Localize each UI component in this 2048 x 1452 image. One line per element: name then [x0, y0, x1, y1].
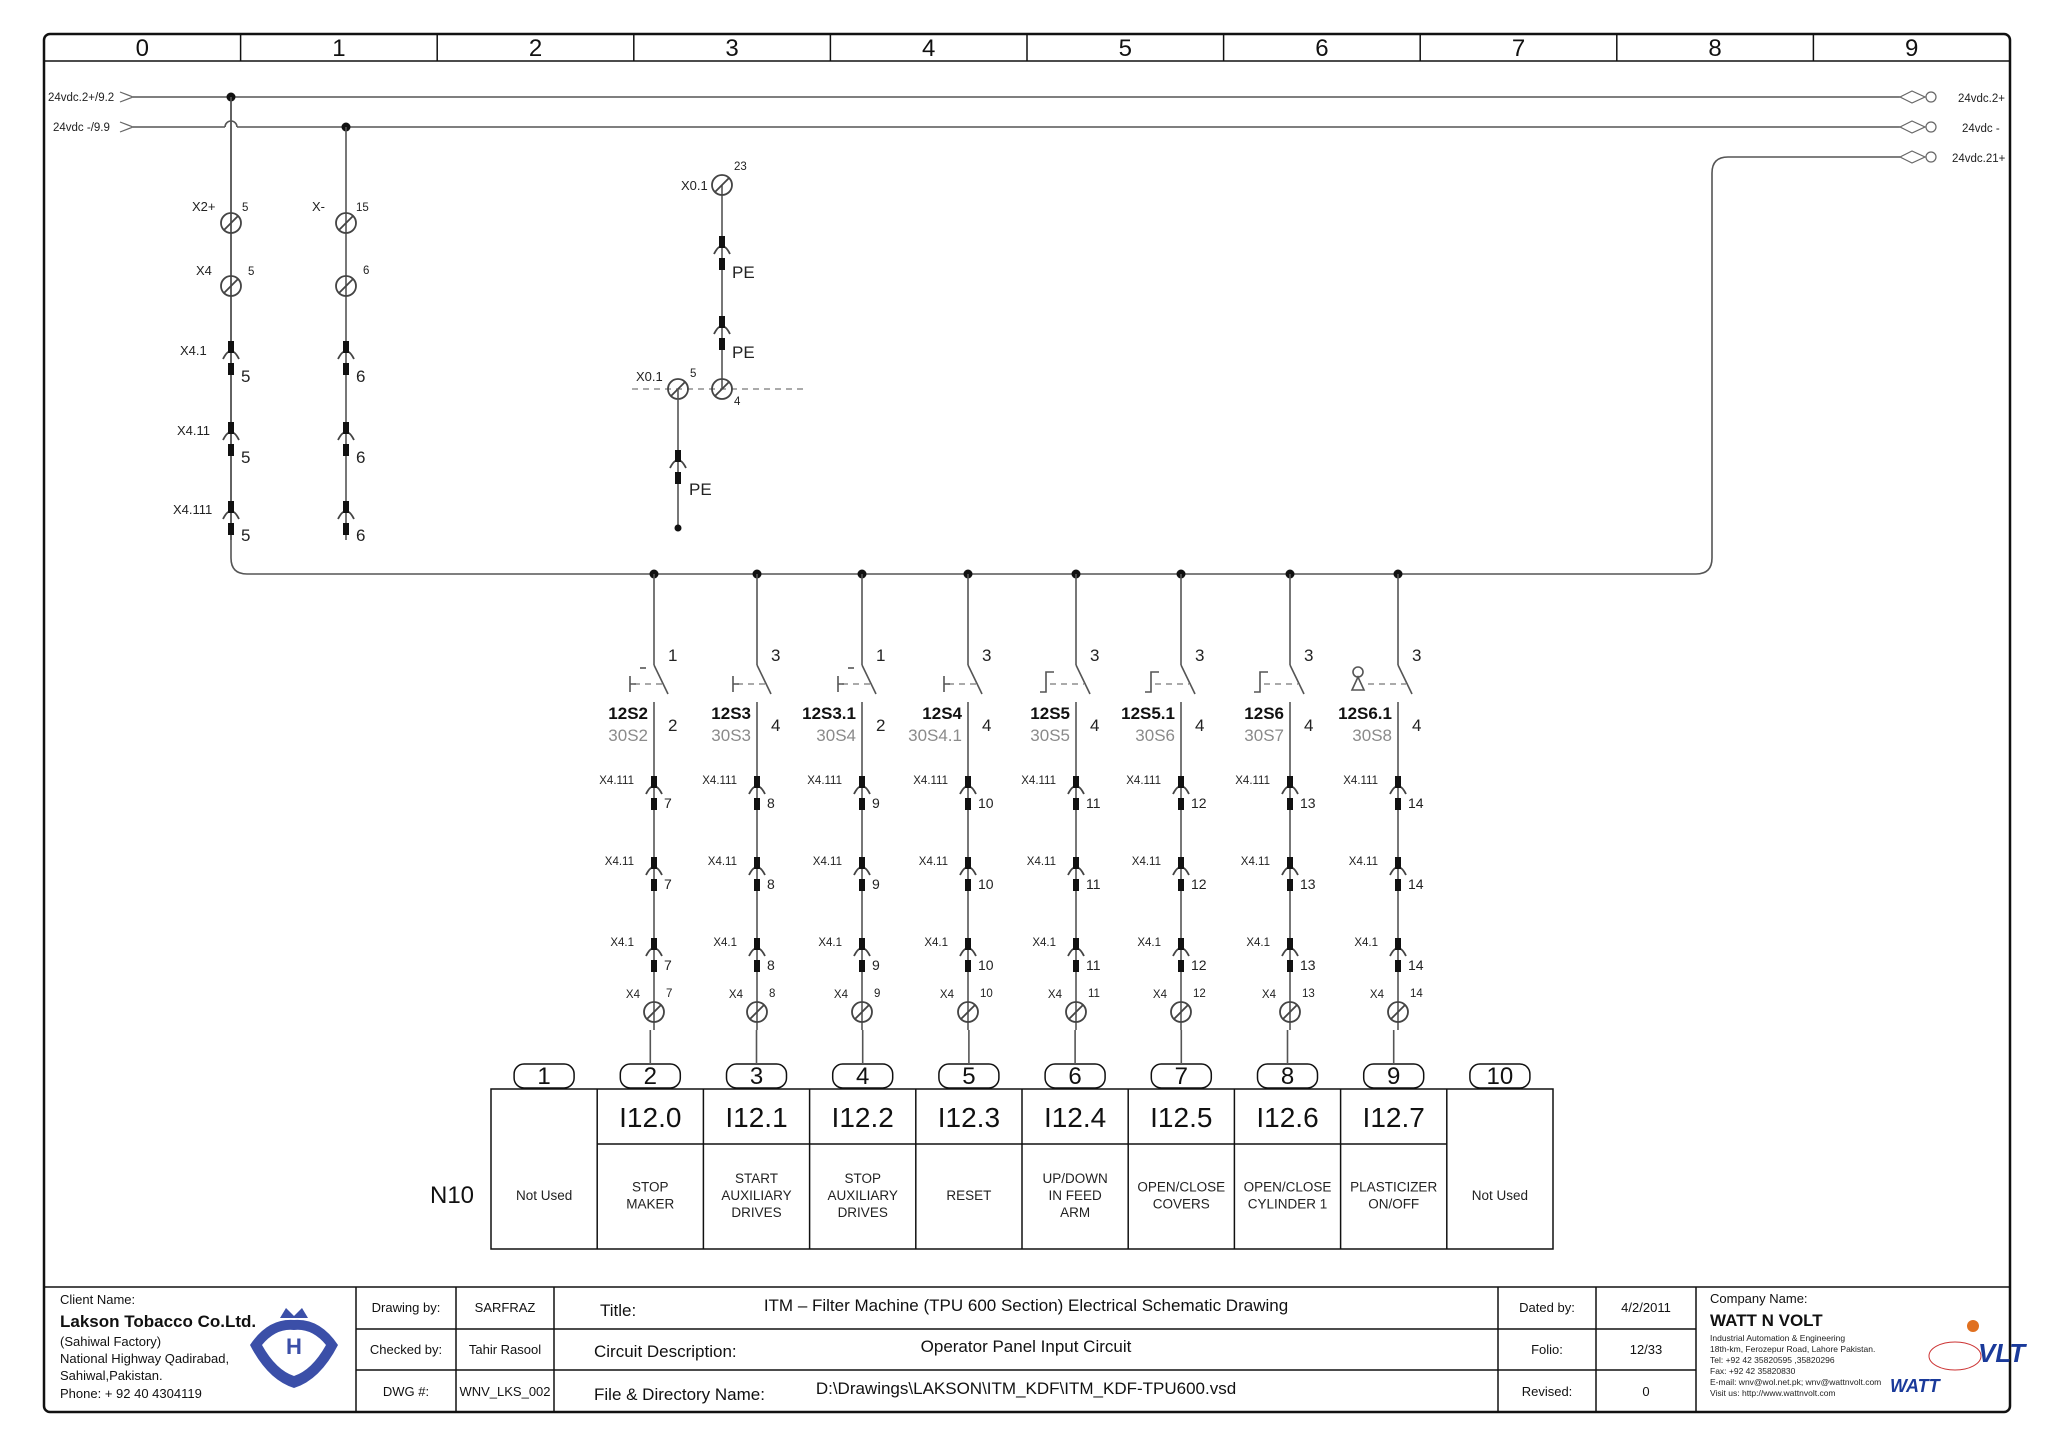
branch-12S6 [1235, 570, 1316, 1031]
svg-text:8: 8 [767, 957, 775, 973]
svg-text:14: 14 [1410, 988, 1423, 1000]
grid-column-4: 4 [922, 35, 936, 62]
io-module-name: N10 [430, 1182, 475, 1209]
contact-top-1: 3 [771, 646, 781, 665]
contact-bot-4: 4 [1090, 716, 1100, 735]
branch-12S6.1 [1338, 570, 1424, 1031]
svg-text:X4: X4 [625, 989, 640, 1001]
svg-text:I12.2: I12.2 [831, 1102, 894, 1133]
plug-label-x41-plus: X4.1 [180, 343, 207, 358]
contact-bot-1: 4 [771, 716, 781, 735]
svg-text:X4.1: X4.1 [818, 937, 842, 949]
svg-text:X4.11: X4.11 [604, 856, 634, 868]
device-tag-6: 12S6 [1244, 704, 1284, 723]
svg-text:OPEN/CLOSE: OPEN/CLOSE [1243, 1179, 1332, 1195]
svg-text:11: 11 [1086, 795, 1101, 811]
svg-text:X4.1: X4.1 [610, 937, 634, 949]
checked-by-value: Tahir Rasool [468, 1342, 542, 1357]
contact-top-5: 3 [1195, 646, 1205, 665]
svg-text:X4: X4 [1369, 989, 1384, 1001]
client-address-3: Sahiwal,Pakistan. [60, 1368, 163, 1383]
device-ref-2: 30S4 [816, 726, 856, 745]
contact-top-0: 1 [668, 646, 678, 665]
svg-text:DRIVES: DRIVES [731, 1205, 782, 1220]
plug-num-x41-minus: 6 [356, 367, 366, 386]
folio-label: Folio: [1531, 1342, 1563, 1357]
svg-text:X4.1: X4.1 [1032, 937, 1056, 949]
company-line-4: Fax: +92 42 35820830 [1710, 1366, 1796, 1376]
svg-text:UP/DOWN: UP/DOWN [1042, 1171, 1108, 1186]
svg-text:8: 8 [767, 876, 775, 892]
svg-text:13: 13 [1302, 988, 1315, 1000]
svg-text:MAKER: MAKER [626, 1196, 675, 1212]
company-line-2: 18th-km, Ferozepur Road, Lahore Pakistan. [1710, 1344, 1876, 1354]
device-tag-4: 12S5 [1030, 704, 1070, 723]
svg-text:8: 8 [1280, 1063, 1295, 1090]
rail-label-21-right: 24vdc.21+ [1952, 153, 2006, 165]
device-tag-2: 12S3.1 [802, 704, 856, 723]
svg-text:X4.111: X4.111 [1126, 775, 1161, 787]
drawing-by-label: Drawing by: [371, 1300, 441, 1315]
svg-text:7: 7 [666, 988, 673, 1000]
device-tag-0: 12S2 [608, 704, 648, 723]
power-rails [48, 91, 2006, 574]
device-ref-0: 30S2 [608, 726, 648, 745]
svg-text:I12.1: I12.1 [725, 1102, 788, 1133]
svg-text:I12.7: I12.7 [1362, 1102, 1425, 1133]
company-name: WATT N VOLT [1710, 1311, 1823, 1330]
plug-num-x4111-minus: 6 [356, 526, 366, 545]
svg-text:OPEN/CLOSE: OPEN/CLOSE [1137, 1179, 1226, 1195]
contact-bot-0: 2 [668, 716, 678, 735]
plug-label-x411-plus: X4.11 [177, 423, 211, 438]
svg-text:I12.0: I12.0 [619, 1102, 682, 1133]
svg-text:11: 11 [1086, 957, 1101, 973]
svg-text:X4.111: X4.111 [702, 775, 737, 787]
svg-text:5: 5 [962, 1063, 976, 1090]
terminal-label-xminus: X- [312, 199, 325, 214]
plug-num-x41-plus: 5 [241, 367, 251, 386]
io-channel-8 [1234, 1030, 1331, 1249]
svg-text:12: 12 [1191, 957, 1207, 973]
grid-column-0: 0 [135, 35, 149, 62]
terminal-label-x4-plus: X4 [196, 263, 212, 278]
svg-text:9: 9 [872, 876, 880, 892]
io-channel-3 [703, 1030, 791, 1249]
svg-text:10: 10 [978, 876, 994, 892]
svg-text:9: 9 [872, 957, 880, 973]
branch-12S3 [702, 570, 780, 1031]
pe-label-2: PE [732, 343, 755, 362]
io-channel-6 [1022, 1030, 1108, 1249]
svg-text:10: 10 [1486, 1063, 1514, 1090]
plug-num-x4111-plus: 5 [241, 526, 251, 545]
company-line-6: Visit us: http://www.wattnvolt.com [1710, 1388, 1836, 1398]
io-channel-9 [1341, 1030, 1438, 1249]
svg-text:X4: X4 [1047, 989, 1062, 1001]
svg-text:1: 1 [537, 1063, 551, 1090]
grid-column-9: 9 [1905, 35, 1919, 62]
grid-column-7: 7 [1511, 35, 1526, 62]
svg-text:I12.4: I12.4 [1043, 1102, 1107, 1133]
svg-text:7: 7 [664, 957, 672, 973]
svg-text:2: 2 [643, 1063, 657, 1090]
dwg-label: DWG #: [382, 1384, 430, 1399]
svg-text:9: 9 [874, 988, 881, 1000]
drawing-by-value: SARFRAZ [474, 1300, 536, 1315]
grid-column-6: 6 [1315, 35, 1329, 62]
company-line-1: Industrial Automation & Engineering [1710, 1333, 1846, 1343]
pe-terminal-label-top: X0.1 [681, 178, 708, 193]
contact-top-3: 3 [982, 646, 992, 665]
plug-num-x411-plus: 5 [241, 448, 251, 467]
svg-text:CYLINDER 1: CYLINDER 1 [1247, 1196, 1328, 1212]
device-tag-1: 12S3 [711, 704, 751, 723]
checked-by-label: Checked by: [369, 1342, 443, 1357]
supply-terminal-group [173, 97, 369, 545]
terminal-num-x4-minus: 6 [363, 265, 370, 277]
svg-text:X4: X4 [939, 989, 954, 1001]
device-tag-7: 12S6.1 [1338, 704, 1392, 723]
contact-top-6: 3 [1304, 646, 1314, 665]
svg-text:11: 11 [1088, 988, 1100, 1000]
device-ref-7: 30S8 [1352, 726, 1392, 745]
svg-text:X4: X4 [1152, 989, 1167, 1001]
company-logo-vlt: VLT [1978, 1338, 2026, 1368]
company-line-3: Tel: +92 42 35820595 ,35820296 [1710, 1355, 1835, 1365]
svg-text:X4.1: X4.1 [713, 937, 737, 949]
client-logo [250, 1308, 338, 1388]
client-name: Lakson Tobacco Co.Ltd. [60, 1312, 257, 1331]
svg-text:X4.11: X4.11 [1348, 856, 1378, 868]
svg-text:12: 12 [1191, 876, 1207, 892]
branch-12S5.1 [1121, 570, 1207, 1031]
drawing-frame [44, 34, 2010, 1412]
svg-text:STOP: STOP [632, 1179, 669, 1195]
svg-text:4: 4 [856, 1063, 870, 1090]
rail-label-minus-right: 24vdc - [1962, 123, 2000, 135]
svg-text:X4.11: X4.11 [707, 856, 737, 868]
svg-text:X4.1: X4.1 [1354, 937, 1378, 949]
contact-bot-3: 4 [982, 716, 992, 735]
svg-text:13: 13 [1300, 876, 1316, 892]
svg-text:DRIVES: DRIVES [837, 1205, 888, 1220]
pe-terminal-num-4: 4 [734, 396, 741, 408]
pe-terminal-num-top: 23 [734, 161, 747, 173]
svg-text:X4.111: X4.111 [599, 775, 634, 787]
svg-text:8: 8 [767, 795, 775, 811]
grid-column-8: 8 [1708, 35, 1722, 62]
svg-text:Not Used: Not Used [515, 1188, 573, 1203]
svg-text:X4.111: X4.111 [1235, 775, 1270, 787]
plug-num-x411-minus: 6 [356, 448, 366, 467]
svg-text:10: 10 [978, 957, 994, 973]
device-tag-5: 12S5.1 [1121, 704, 1175, 723]
circuit-label: Circuit Description: [594, 1342, 737, 1361]
svg-text:3: 3 [749, 1063, 764, 1090]
device-ref-5: 30S6 [1135, 726, 1175, 745]
svg-text:START: START [734, 1171, 779, 1186]
svg-text:6: 6 [1068, 1063, 1082, 1090]
svg-text:X4.111: X4.111 [807, 775, 842, 787]
pe-terminal-label-mid: X0.1 [636, 369, 663, 384]
svg-text:8: 8 [769, 988, 776, 1000]
svg-text:X4.11: X4.11 [1026, 856, 1056, 868]
grid-column-1: 1 [332, 35, 346, 62]
company-logo [1890, 1320, 2027, 1396]
svg-text:X4: X4 [1261, 989, 1276, 1001]
svg-text:13: 13 [1300, 795, 1316, 811]
revised-value: 0 [1642, 1384, 1650, 1399]
branch-12S4 [908, 570, 994, 1031]
plug-label-x4111-plus: X4.111 [173, 502, 213, 517]
svg-text:X4.1: X4.1 [924, 937, 948, 949]
branch-12S2 [599, 570, 677, 1031]
device-tag-3: 12S4 [922, 704, 962, 723]
device-ref-3: 30S4.1 [908, 726, 962, 745]
svg-text:14: 14 [1408, 876, 1424, 892]
io-channel-7 [1128, 1030, 1225, 1249]
svg-text:X4.1: X4.1 [1246, 937, 1270, 949]
contact-top-2: 1 [876, 646, 886, 665]
input-branches [599, 570, 1424, 1031]
svg-text:AUXILIARY: AUXILIARY [827, 1188, 898, 1203]
file-path: D:\Drawings\LAKSON\ITM_KDF\ITM_KDF-TPU600.vsd [815, 1379, 1237, 1398]
pe-ground-group [632, 161, 808, 532]
pe-terminal-num-mid: 5 [690, 368, 697, 380]
contact-bot-6: 4 [1304, 716, 1314, 735]
svg-text:X4.11: X4.11 [1131, 856, 1161, 868]
svg-text:X4.11: X4.11 [812, 856, 842, 868]
dwg-value: WNV_LKS_002 [459, 1384, 551, 1399]
svg-text:X4: X4 [728, 989, 743, 1001]
svg-text:14: 14 [1408, 795, 1424, 811]
io-module-n10 [430, 1030, 1553, 1249]
svg-text:12: 12 [1191, 795, 1207, 811]
rail-label-plus-left: 24vdc.2+/9.2 [48, 92, 115, 104]
client-address-1: (Sahiwal Factory) [60, 1334, 162, 1349]
grid-column-3: 3 [725, 35, 739, 62]
io-channel-2 [597, 1030, 681, 1249]
rail-label-plus-right: 24vdc.2+ [1958, 93, 2005, 105]
client-label: Client Name: [60, 1292, 136, 1307]
drawing-title: ITM – Filter Machine (TPU 600 Section) Electrical Schematic Drawing [763, 1296, 1289, 1315]
svg-text:ARM: ARM [1060, 1205, 1091, 1220]
company-label: Company Name: [1710, 1291, 1808, 1306]
svg-text:ON/OFF: ON/OFF [1368, 1196, 1420, 1212]
grid-column-2: 2 [528, 35, 543, 62]
rail-label-minus-left: 24vdc -/9.9 [53, 122, 110, 134]
terminal-num-xminus: 15 [356, 202, 369, 214]
contact-top-4: 3 [1090, 646, 1100, 665]
contact-bot-7: 4 [1412, 716, 1422, 735]
svg-text:PLASTICIZER: PLASTICIZER [1350, 1179, 1438, 1195]
svg-text:Not Used: Not Used [1471, 1188, 1529, 1203]
dated-value: 4/2/2011 [1621, 1300, 1671, 1315]
contact-bot-5: 4 [1195, 716, 1205, 735]
pe-label-3: PE [689, 480, 712, 499]
svg-text:X4: X4 [833, 989, 848, 1001]
file-label: File & Directory Name: [594, 1385, 765, 1404]
device-ref-6: 30S7 [1244, 726, 1284, 745]
svg-text:10: 10 [980, 988, 993, 1000]
svg-text:14: 14 [1408, 957, 1424, 973]
svg-text:12: 12 [1193, 988, 1206, 1000]
svg-text:7: 7 [664, 876, 672, 892]
device-ref-1: 30S3 [711, 726, 751, 745]
svg-text:X4.11: X4.11 [1240, 856, 1270, 868]
svg-text:RESET: RESET [946, 1188, 992, 1203]
svg-text:7: 7 [1174, 1063, 1188, 1090]
branch-12S5 [1021, 570, 1100, 1031]
svg-text:COVERS: COVERS [1152, 1196, 1210, 1212]
contact-top-7: 3 [1412, 646, 1422, 665]
svg-text:AUXILIARY: AUXILIARY [721, 1188, 792, 1203]
svg-text:9: 9 [1387, 1063, 1401, 1090]
title-block [44, 1287, 2027, 1412]
dated-label: Dated by: [1519, 1300, 1575, 1315]
terminal-num-x2plus: 5 [242, 202, 249, 214]
grid-column-header [136, 34, 1919, 62]
io-channel-10 [1447, 1063, 1530, 1249]
circuit-description: Operator Panel Input Circuit [920, 1337, 1132, 1356]
company-line-5: E-mail: wnv@wol.net.pk; wnv@wattnvolt.com [1710, 1377, 1882, 1387]
svg-text:X4.11: X4.11 [918, 856, 948, 868]
terminal-num-x4-plus: 5 [248, 266, 255, 278]
client-address-2: National Highway Qadirabad, [60, 1351, 230, 1366]
svg-text:X4.111: X4.111 [913, 775, 948, 787]
svg-text:7: 7 [664, 795, 672, 811]
svg-text:10: 10 [978, 795, 994, 811]
grid-column-5: 5 [1118, 35, 1132, 62]
io-channel-4 [810, 1030, 898, 1249]
folio-value: 12/33 [1629, 1342, 1663, 1357]
company-logo-watt: WATT [1890, 1376, 1940, 1396]
svg-text:X4.111: X4.111 [1021, 775, 1056, 787]
contact-bot-2: 2 [876, 716, 886, 735]
svg-text:STOP: STOP [844, 1171, 881, 1186]
svg-text:13: 13 [1300, 957, 1316, 973]
svg-text:11: 11 [1086, 876, 1101, 892]
title-label: Title: [600, 1301, 637, 1320]
terminal-label-x2plus: X2+ [192, 199, 216, 214]
branch-12S3.1 [802, 570, 885, 1031]
pe-label-1: PE [732, 263, 755, 282]
svg-text:I12.5: I12.5 [1150, 1102, 1213, 1133]
svg-text:I12.6: I12.6 [1256, 1102, 1319, 1133]
svg-text:9: 9 [872, 795, 880, 811]
revised-label: Revised: [1521, 1384, 1573, 1399]
client-phone: Phone: + 92 40 4304119 [60, 1386, 202, 1401]
svg-text:I12.3: I12.3 [937, 1102, 1001, 1133]
svg-text:X4.111: X4.111 [1343, 775, 1378, 787]
io-channel-5 [916, 1030, 1000, 1249]
io-channel-1 [514, 1063, 574, 1203]
client-logo-letter: H [286, 1334, 302, 1359]
svg-text:IN FEED: IN FEED [1048, 1188, 1102, 1203]
device-ref-4: 30S5 [1030, 726, 1070, 745]
svg-text:X4.1: X4.1 [1137, 937, 1161, 949]
